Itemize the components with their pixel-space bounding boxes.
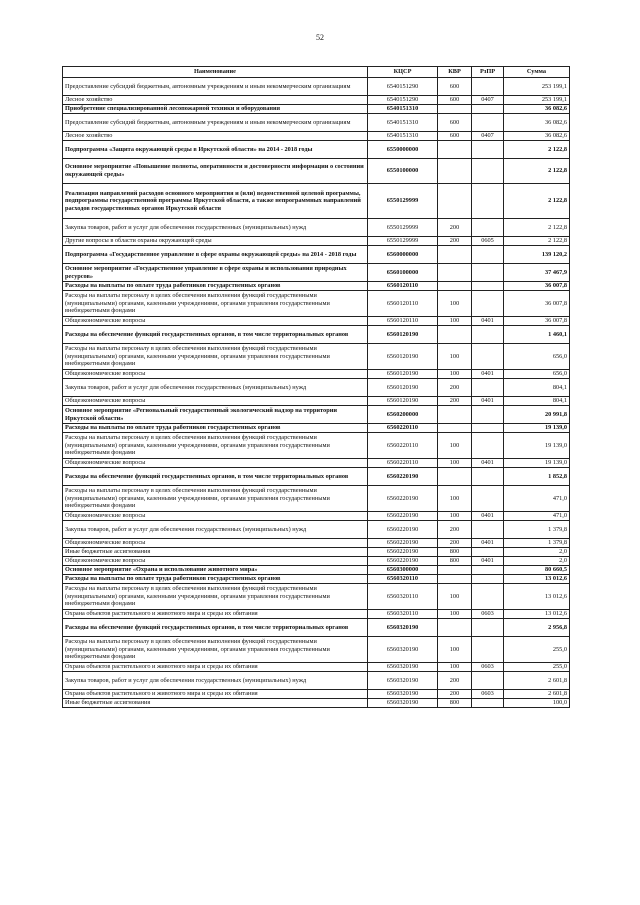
- cell-name: Предоставление субсидий бюджетным, автономным учреждениям и иным некоммерческим организациям: [63, 78, 368, 96]
- cell-rzpr: 0603: [472, 663, 504, 672]
- cell-name: Расходы на выплаты персоналу в целях обеспечения выполнения функций государственными (муниципальными) органами, казенными учреждениями, органами управления государственными внебюджетными фондами: [63, 637, 368, 663]
- cell-kvr: [438, 246, 472, 264]
- table-row: [63, 246, 570, 264]
- cell-rzpr: [472, 159, 504, 184]
- table-row: [63, 521, 570, 539]
- cell-name: Расходы на выплаты по оплате труда работников государственных органов: [63, 424, 368, 433]
- cell-rzpr: [472, 141, 504, 159]
- cell-kvr: 200: [438, 379, 472, 397]
- cell-name: Основное мероприятие «Государственное управление в сфере охраны и использования природных ресурсов»: [63, 264, 368, 282]
- cell-kvr: 100: [438, 637, 472, 663]
- cell-kvr: [438, 184, 472, 219]
- cell-kvr: [438, 159, 472, 184]
- table-row: [63, 326, 570, 344]
- table-row: [63, 114, 570, 132]
- cell-sum: 19 139,0: [504, 459, 570, 468]
- cell-sum: 253 199,1: [504, 96, 570, 105]
- cell-name: Общеэкономические вопросы: [63, 512, 368, 521]
- cell-sum: 804,1: [504, 397, 570, 406]
- cell-kvr: [438, 566, 472, 575]
- cell-name: Расходы на выплаты персоналу в целях обеспечения выполнения функций государственными (муниципальными) органами, казенными учреждениями, органами управления государственными внебюджетными фондами: [63, 344, 368, 370]
- cell-rzpr: 0401: [472, 459, 504, 468]
- table-row: [63, 663, 570, 672]
- cell-kcsr: 6560220190: [368, 521, 438, 539]
- table-row: [63, 566, 570, 575]
- cell-kvr: 200: [438, 539, 472, 548]
- table-row: [63, 512, 570, 521]
- cell-kcsr: 6560220190: [368, 557, 438, 566]
- cell-rzpr: [472, 219, 504, 237]
- cell-kvr: 100: [438, 344, 472, 370]
- cell-rzpr: [472, 619, 504, 637]
- cell-name: Общеэкономические вопросы: [63, 317, 368, 326]
- cell-kcsr: 6560320190: [368, 637, 438, 663]
- cell-name: Подпрограмма «Государственное управление в сфере охраны окружающей среды» на 2014 - 2018 годы: [63, 246, 368, 264]
- cell-kvr: [438, 424, 472, 433]
- cell-rzpr: [472, 699, 504, 708]
- cell-kvr: [438, 105, 472, 114]
- cell-sum: 13 012,6: [504, 575, 570, 584]
- cell-rzpr: [472, 184, 504, 219]
- cell-rzpr: 0407: [472, 96, 504, 105]
- cell-kvr: 200: [438, 397, 472, 406]
- cell-kcsr: 6560320110: [368, 575, 438, 584]
- cell-name: Основное мероприятие «Повышение полноты, оперативности и достоверности информации о состоянии окружающей среды»: [63, 159, 368, 184]
- page-number: 52: [316, 33, 324, 42]
- cell-rzpr: [472, 424, 504, 433]
- table-row: [63, 141, 570, 159]
- cell-kcsr: 6560220110: [368, 459, 438, 468]
- cell-kcsr: 6550129999: [368, 184, 438, 219]
- cell-kvr: 600: [438, 132, 472, 141]
- cell-rzpr: [472, 566, 504, 575]
- cell-kvr: 200: [438, 237, 472, 246]
- cell-name: Охрана объектов растительного и животного мира и среды их обитания: [63, 690, 368, 699]
- cell-kcsr: 6540151290: [368, 96, 438, 105]
- table-header-row: [63, 67, 570, 78]
- cell-name: Расходы на обеспечение функций государственных органов, в том числе территориальных органов: [63, 326, 368, 344]
- table-row: [63, 619, 570, 637]
- cell-sum: 37 467,9: [504, 264, 570, 282]
- cell-kcsr: 6560120190: [368, 370, 438, 379]
- cell-sum: 2 122,8: [504, 237, 570, 246]
- cell-kvr: 800: [438, 557, 472, 566]
- cell-name: Общеэкономические вопросы: [63, 459, 368, 468]
- cell-kcsr: 6560320190: [368, 699, 438, 708]
- cell-kvr: 200: [438, 219, 472, 237]
- cell-rzpr: [472, 548, 504, 557]
- cell-rzpr: 0401: [472, 317, 504, 326]
- cell-rzpr: [472, 291, 504, 317]
- cell-sum: 1 379,8: [504, 539, 570, 548]
- cell-rzpr: [472, 521, 504, 539]
- cell-name: Расходы на выплаты персоналу в целях обеспечения выполнения функций государственными (муниципальными) органами, казенными учреждениями, органами управления государственными внебюджетными фондами: [63, 433, 368, 459]
- cell-name: Приобретение специализированной лесопожарной техники и оборудования: [63, 105, 368, 114]
- cell-kvr: [438, 406, 472, 424]
- cell-kcsr: 6560220110: [368, 433, 438, 459]
- table-row: [63, 468, 570, 486]
- cell-name: Расходы на обеспечение функций государственных органов, в том числе территориальных органов: [63, 619, 368, 637]
- cell-rzpr: [472, 468, 504, 486]
- cell-rzpr: [472, 672, 504, 690]
- cell-kvr: 100: [438, 512, 472, 521]
- cell-sum: 2 601,8: [504, 690, 570, 699]
- cell-name: Расходы на выплаты персоналу в целях обеспечения выполнения функций государственными (муниципальными) органами, казенными учреждениями, органами управления государственными внебюджетными фондами: [63, 486, 368, 512]
- header-sum: Сумма: [504, 67, 570, 78]
- cell-rzpr: [472, 78, 504, 96]
- cell-sum: 2 122,8: [504, 141, 570, 159]
- cell-rzpr: 0401: [472, 397, 504, 406]
- cell-sum: 471,0: [504, 512, 570, 521]
- cell-kvr: 100: [438, 486, 472, 512]
- table-row: [63, 397, 570, 406]
- cell-kcsr: 6550129999: [368, 237, 438, 246]
- cell-rzpr: 0603: [472, 610, 504, 619]
- table-row: [63, 637, 570, 663]
- cell-sum: 255,0: [504, 663, 570, 672]
- header-kvr: КВР: [438, 67, 472, 78]
- cell-sum: 36 082,6: [504, 105, 570, 114]
- cell-sum: 36 007,8: [504, 291, 570, 317]
- cell-kcsr: 6560120190: [368, 326, 438, 344]
- cell-kcsr: 6560220190: [368, 468, 438, 486]
- cell-sum: 19 139,0: [504, 424, 570, 433]
- cell-name: Охрана объектов растительного и животного мира и среды их обитания: [63, 663, 368, 672]
- table-row: [63, 264, 570, 282]
- cell-name: Закупка товаров, работ и услуг для обеспечения государственных (муниципальных) нужд: [63, 379, 368, 397]
- header-kcsr: КЦСР: [368, 67, 438, 78]
- cell-kcsr: 6560120190: [368, 397, 438, 406]
- cell-kvr: 200: [438, 690, 472, 699]
- cell-name: Расходы на обеспечение функций государственных органов, в том числе территориальных органов: [63, 468, 368, 486]
- cell-rzpr: 0605: [472, 237, 504, 246]
- cell-rzpr: [472, 326, 504, 344]
- cell-kcsr: 6550129999: [368, 219, 438, 237]
- cell-name: Общеэкономические вопросы: [63, 370, 368, 379]
- cell-sum: 20 991,8: [504, 406, 570, 424]
- cell-kcsr: 6560300000: [368, 566, 438, 575]
- table-row: [63, 424, 570, 433]
- cell-rzpr: [472, 433, 504, 459]
- cell-kvr: 100: [438, 370, 472, 379]
- cell-sum: 1 852,8: [504, 468, 570, 486]
- cell-kcsr: 6560220110: [368, 424, 438, 433]
- table-row: [63, 96, 570, 105]
- cell-name: Иные бюджетные ассигнования: [63, 699, 368, 708]
- table-row: [63, 433, 570, 459]
- cell-kvr: 600: [438, 114, 472, 132]
- cell-kvr: [438, 141, 472, 159]
- cell-sum: 36 007,8: [504, 282, 570, 291]
- cell-name: Подпрограмма «Защита окружающей среды в Иркутской области» на 2014 - 2018 годы: [63, 141, 368, 159]
- cell-kcsr: 6560220190: [368, 539, 438, 548]
- cell-kvr: 100: [438, 584, 472, 610]
- cell-name: Общеэкономические вопросы: [63, 557, 368, 566]
- table-row: [63, 237, 570, 246]
- table-row: [63, 486, 570, 512]
- cell-name: Закупка товаров, работ и услуг для обеспечения государственных (муниципальных) нужд: [63, 672, 368, 690]
- cell-rzpr: 0401: [472, 370, 504, 379]
- cell-kvr: 600: [438, 78, 472, 96]
- cell-kcsr: 6560320110: [368, 610, 438, 619]
- cell-name: Закупка товаров, работ и услуг для обеспечения государственных (муниципальных) нужд: [63, 521, 368, 539]
- cell-kcsr: 6560220190: [368, 548, 438, 557]
- cell-kvr: 100: [438, 317, 472, 326]
- cell-sum: 2 601,8: [504, 672, 570, 690]
- table-row: [63, 317, 570, 326]
- cell-kcsr: 6560000000: [368, 246, 438, 264]
- cell-kvr: 100: [438, 291, 472, 317]
- cell-sum: 2 956,8: [504, 619, 570, 637]
- cell-kvr: 800: [438, 548, 472, 557]
- cell-rzpr: [472, 114, 504, 132]
- table-row: [63, 379, 570, 397]
- cell-kvr: [438, 575, 472, 584]
- cell-kcsr: 6550100000: [368, 159, 438, 184]
- table-row: [63, 672, 570, 690]
- cell-sum: 471,0: [504, 486, 570, 512]
- budget-table: [62, 66, 570, 708]
- cell-rzpr: [472, 637, 504, 663]
- cell-rzpr: [472, 105, 504, 114]
- cell-kvr: 100: [438, 459, 472, 468]
- cell-kcsr: 6550000000: [368, 141, 438, 159]
- table-row: [63, 370, 570, 379]
- cell-sum: 139 120,2: [504, 246, 570, 264]
- table-row: [63, 159, 570, 184]
- cell-rzpr: [472, 486, 504, 512]
- cell-name: Закупка товаров, работ и услуг для обеспечения государственных (муниципальных) нужд: [63, 219, 368, 237]
- table-row: [63, 132, 570, 141]
- cell-rzpr: [472, 264, 504, 282]
- table-row: [63, 406, 570, 424]
- cell-kvr: [438, 326, 472, 344]
- cell-sum: 255,0: [504, 637, 570, 663]
- cell-sum: 100,0: [504, 699, 570, 708]
- cell-sum: 80 660,5: [504, 566, 570, 575]
- cell-kcsr: 6560320190: [368, 619, 438, 637]
- table-row: [63, 219, 570, 237]
- cell-name: Предоставление субсидий бюджетным, автономным учреждениям и иным некоммерческим организациям: [63, 114, 368, 132]
- cell-kvr: 100: [438, 610, 472, 619]
- cell-sum: 36 082,6: [504, 132, 570, 141]
- cell-name: Другие вопросы в области охраны окружающей среды: [63, 237, 368, 246]
- cell-kvr: 800: [438, 699, 472, 708]
- header-rzpr: РзПР: [472, 67, 504, 78]
- table-row: [63, 610, 570, 619]
- cell-rzpr: [472, 575, 504, 584]
- cell-rzpr: [472, 406, 504, 424]
- cell-kcsr: 6560100000: [368, 264, 438, 282]
- cell-rzpr: [472, 344, 504, 370]
- cell-kvr: [438, 264, 472, 282]
- cell-name: Общеэкономические вопросы: [63, 397, 368, 406]
- cell-kcsr: 6560120110: [368, 282, 438, 291]
- cell-rzpr: [472, 379, 504, 397]
- table-row: [63, 184, 570, 219]
- table-row: [63, 291, 570, 317]
- cell-kcsr: 6560320190: [368, 663, 438, 672]
- cell-sum: 2,0: [504, 548, 570, 557]
- cell-sum: 13 012,6: [504, 584, 570, 610]
- cell-name: Основное мероприятие «Охрана и использование животного мира»: [63, 566, 368, 575]
- cell-kcsr: 6560320110: [368, 584, 438, 610]
- cell-name: Расходы на выплаты персоналу в целях обеспечения выполнения функций государственными (муниципальными) органами, казенными учреждениями, органами управления государственными внебюджетными фондами: [63, 291, 368, 317]
- cell-sum: 36 082,6: [504, 114, 570, 132]
- cell-kvr: 100: [438, 433, 472, 459]
- table-row: [63, 78, 570, 96]
- cell-name: Охрана объектов растительного и животного мира и среды их обитания: [63, 610, 368, 619]
- table-body: [63, 78, 570, 708]
- cell-name: Лесное хозяйство: [63, 96, 368, 105]
- cell-name: Лесное хозяйство: [63, 132, 368, 141]
- cell-kcsr: 6560220190: [368, 512, 438, 521]
- cell-rzpr: 0401: [472, 539, 504, 548]
- cell-sum: 804,1: [504, 379, 570, 397]
- cell-sum: 2 122,8: [504, 159, 570, 184]
- cell-kvr: 200: [438, 521, 472, 539]
- table-row: [63, 459, 570, 468]
- cell-kcsr: 6540151310: [368, 105, 438, 114]
- cell-sum: 36 007,8: [504, 317, 570, 326]
- cell-sum: 2 122,8: [504, 184, 570, 219]
- cell-name: Иные бюджетные ассигнования: [63, 548, 368, 557]
- cell-kvr: 100: [438, 663, 472, 672]
- cell-sum: 656,0: [504, 370, 570, 379]
- cell-name: Расходы на выплаты по оплате труда работников государственных органов: [63, 575, 368, 584]
- cell-name: Расходы на выплаты по оплате труда работников государственных органов: [63, 282, 368, 291]
- cell-sum: 656,0: [504, 344, 570, 370]
- cell-rzpr: 0401: [472, 557, 504, 566]
- cell-kcsr: 6540151290: [368, 78, 438, 96]
- header-name: Наименование: [63, 67, 368, 78]
- table-row: [63, 282, 570, 291]
- cell-sum: 253 199,1: [504, 78, 570, 96]
- cell-name: Реализация направлений расходов основного мероприятия и (или) ведомственной целевой программы, подпрограммы государственной программы Иркутской области, а также непрограммных направлений расходов государственных органов Иркутской области: [63, 184, 368, 219]
- cell-sum: 13 012,6: [504, 610, 570, 619]
- table-row: [63, 557, 570, 566]
- cell-rzpr: 0603: [472, 690, 504, 699]
- cell-kcsr: 6540151310: [368, 132, 438, 141]
- cell-kcsr: 6560120190: [368, 379, 438, 397]
- table-row: [63, 699, 570, 708]
- table-row: [63, 539, 570, 548]
- table-row: [63, 690, 570, 699]
- cell-kvr: [438, 619, 472, 637]
- cell-kcsr: 6560120110: [368, 291, 438, 317]
- table-row: [63, 548, 570, 557]
- table-row: [63, 105, 570, 114]
- cell-rzpr: [472, 282, 504, 291]
- cell-kvr: [438, 282, 472, 291]
- cell-kcsr: 6560120190: [368, 344, 438, 370]
- cell-sum: 1 379,8: [504, 521, 570, 539]
- table-row: [63, 575, 570, 584]
- cell-rzpr: 0401: [472, 512, 504, 521]
- cell-rzpr: [472, 584, 504, 610]
- cell-kvr: [438, 468, 472, 486]
- cell-name: Общеэкономические вопросы: [63, 539, 368, 548]
- cell-sum: 19 139,0: [504, 433, 570, 459]
- cell-kcsr: 6560320190: [368, 672, 438, 690]
- cell-sum: 1 460,1: [504, 326, 570, 344]
- cell-sum: 2,0: [504, 557, 570, 566]
- table-row: [63, 584, 570, 610]
- cell-rzpr: [472, 246, 504, 264]
- cell-name: Расходы на выплаты персоналу в целях обеспечения выполнения функций государственными (муниципальными) органами, казенными учреждениями, органами управления государственными внебюджетными фондами: [63, 584, 368, 610]
- cell-kvr: 200: [438, 672, 472, 690]
- table-row: [63, 344, 570, 370]
- cell-name: Основное мероприятие «Региональный государственный экологический надзор на территории Иркутской области»: [63, 406, 368, 424]
- cell-kcsr: 6540151310: [368, 114, 438, 132]
- cell-sum: 2 122,8: [504, 219, 570, 237]
- cell-kcsr: 6560320190: [368, 690, 438, 699]
- cell-kvr: 600: [438, 96, 472, 105]
- cell-kcsr: 6560220190: [368, 486, 438, 512]
- cell-rzpr: 0407: [472, 132, 504, 141]
- cell-kcsr: 6560120110: [368, 317, 438, 326]
- cell-kcsr: 6560200000: [368, 406, 438, 424]
